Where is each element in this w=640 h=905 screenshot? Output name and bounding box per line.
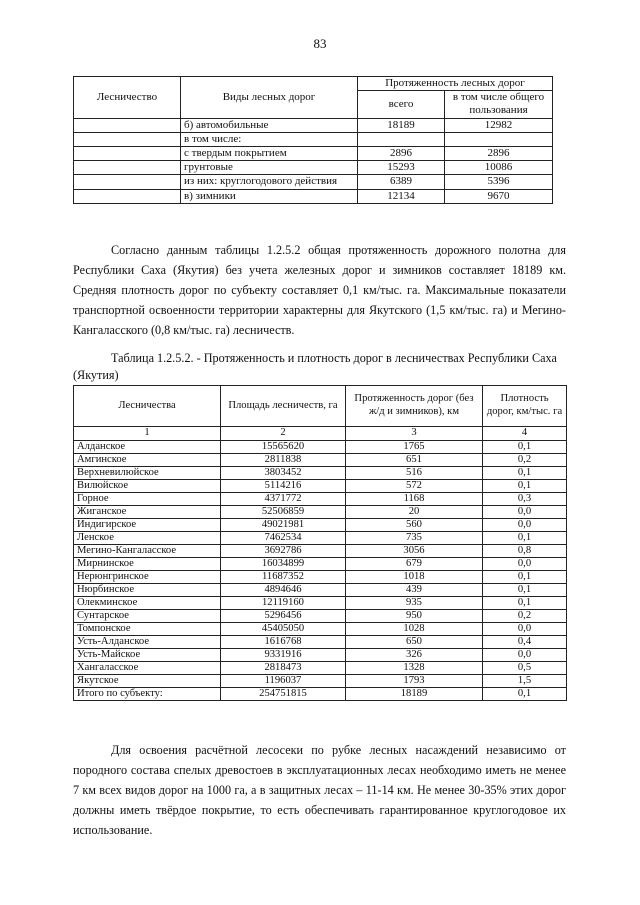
road-type-cell: в том числе: (181, 132, 358, 146)
road-length-cell: 1793 (346, 674, 483, 687)
road-length-cell: 560 (346, 518, 483, 531)
table-row (74, 622, 567, 635)
density-cell: 0,0 (483, 518, 567, 531)
table-row (74, 146, 553, 160)
density-cell: 0,2 (483, 609, 567, 622)
area-cell: 16034899 (221, 557, 346, 570)
road-type-cell: с твердым покрытием (181, 146, 358, 160)
forestry-name-cell: Нерюнгринское (74, 570, 221, 583)
area-cell: 4894646 (221, 583, 346, 596)
area-cell: 45405050 (221, 622, 346, 635)
road-length-cell: 1028 (346, 622, 483, 635)
total-cell: 15293 (358, 161, 445, 175)
density-cell: 0,1 (483, 583, 567, 596)
road-length-cell: 651 (346, 453, 483, 466)
forestry-name-cell: Индигирское (74, 518, 221, 531)
table-row (74, 609, 567, 622)
table-row (74, 635, 567, 648)
density-cell: 0,0 (483, 505, 567, 518)
col-number: 4 (483, 427, 567, 441)
forestry-cell (74, 146, 181, 160)
road-length-cell: 1168 (346, 492, 483, 505)
density-cell: 0,8 (483, 544, 567, 557)
road-length-cell: 3056 (346, 544, 483, 557)
paragraph-road-length: Согласно данным таблицы 1.2.5.2 общая протяженность дорожного полотна для Республики Саха (Якутия) без учета железных дорог и зимников составляет 18189 км. Средняя плотность дорог по субъекту составляет 0,1 км/тыс. га. Максимальные показатели транспортной освоенности территории характерны для Якутского (1,5 км/тыс. га) и Мегино-Кангаласского (0,8 км/тыс. га) лесничеств. (73, 243, 566, 337)
forestry-name-cell: Олекминское (74, 596, 221, 609)
density-cell: 0,1 (483, 466, 567, 479)
road-type-cell: в) зимники (181, 189, 358, 203)
density-cell: 0,1 (483, 531, 567, 544)
forestry-name-cell: Якутское (74, 674, 221, 687)
table-row (74, 583, 567, 596)
total-cell: 6389 (358, 175, 445, 189)
density-cell: 0,1 (483, 596, 567, 609)
area-cell: 15565620 (221, 440, 346, 453)
table-row (74, 466, 567, 479)
forestry-name-cell: Жиганское (74, 505, 221, 518)
col-number: 3 (346, 427, 483, 441)
area-cell: 5296456 (221, 609, 346, 622)
road-length-cell: 326 (346, 648, 483, 661)
area-cell: 5114216 (221, 479, 346, 492)
forestry-name-cell: Томпонское (74, 622, 221, 635)
road-length-cell: 572 (346, 479, 483, 492)
forestry-name-cell: Усть-Алданское (74, 635, 221, 648)
col-road-length: Протяженность дорог (без ж/д и зимников), км (346, 386, 483, 427)
road-length-cell: 1765 (346, 440, 483, 453)
table-caption: Таблица 1.2.5.2. - Протяженность и плотность дорог в лесничествах Республики Саха (Якутия) (73, 351, 557, 382)
road-type-cell: из них: круглогодового действия (181, 175, 358, 189)
density-cell: 0,1 (483, 687, 567, 700)
forestry-cell (74, 189, 181, 203)
forestry-name-cell: Мегино-Кангаласское (74, 544, 221, 557)
col-area: Площадь лесничеств, га (221, 386, 346, 427)
table-row (74, 674, 567, 687)
public-cell: 5396 (445, 175, 553, 189)
col-length-group: Протяженность лесных дорог (358, 77, 553, 91)
total-cell: 12134 (358, 189, 445, 203)
public-cell: 9670 (445, 189, 553, 203)
table-row (74, 118, 553, 132)
col-number: 2 (221, 427, 346, 441)
forestry-road-density-table (73, 385, 567, 701)
road-length-cell: 1018 (346, 570, 483, 583)
road-length-cell: 735 (346, 531, 483, 544)
area-cell: 12119160 (221, 596, 346, 609)
area-cell: 2811838 (221, 453, 346, 466)
density-cell: 0,0 (483, 557, 567, 570)
area-cell: 49021981 (221, 518, 346, 531)
table-row (74, 557, 567, 570)
public-cell (445, 132, 553, 146)
table-row (74, 544, 567, 557)
forestry-name-cell: Ленское (74, 531, 221, 544)
page-number: 83 (313, 36, 327, 51)
total-cell (358, 132, 445, 146)
area-cell: 9331916 (221, 648, 346, 661)
col-total: всего (358, 91, 445, 118)
road-length-cell: 935 (346, 596, 483, 609)
road-length-cell: 950 (346, 609, 483, 622)
table-row (74, 479, 567, 492)
table-row (74, 518, 567, 531)
public-cell: 12982 (445, 118, 553, 132)
table-row (74, 687, 567, 700)
road-length-cell: 20 (346, 505, 483, 518)
table-row (74, 132, 553, 146)
forestry-name-cell: Вилюйское (74, 479, 221, 492)
col-public: в том числе общего пользования (445, 91, 553, 118)
area-cell: 7462534 (221, 531, 346, 544)
table-row (74, 596, 567, 609)
density-cell: 0,0 (483, 622, 567, 635)
density-cell: 1,5 (483, 674, 567, 687)
table-row (74, 453, 567, 466)
col-density: Плотность дорог, км/тыс. га (483, 386, 567, 427)
total-cell: 2896 (358, 146, 445, 160)
forestry-name-cell: Верхневилюйское (74, 466, 221, 479)
forestry-name-cell: Горное (74, 492, 221, 505)
paragraph-road-requirements: Для освоения расчётной лесосеки по рубке лесных насаждений независимо от породного состава спелых древостоев в эксплуатационных лесах необходимо иметь не менее 7 км всех видов дорог на 1000 га, а в защитных лесах – 11-14 км. Не менее 30-35% этих дорог должны иметь твёрдое покрытие, то есть обеспечивать гарантированное круглогодовое их использование. (73, 743, 566, 837)
area-cell: 254751815 (221, 687, 346, 700)
area-cell: 52506859 (221, 505, 346, 518)
col-road-types: Виды лесных дорог (181, 77, 358, 119)
table-row (74, 570, 567, 583)
road-length-cell: 516 (346, 466, 483, 479)
table-row (74, 648, 567, 661)
table-row (74, 505, 567, 518)
table-row (74, 189, 553, 203)
area-cell: 3803452 (221, 466, 346, 479)
road-length-cell: 1328 (346, 661, 483, 674)
area-cell: 11687352 (221, 570, 346, 583)
forestry-name-cell: Итого по субъекту: (74, 687, 221, 700)
table-row (74, 661, 567, 674)
density-cell: 0,1 (483, 479, 567, 492)
public-cell: 2896 (445, 146, 553, 160)
area-cell: 2818473 (221, 661, 346, 674)
road-length-cell: 18189 (346, 687, 483, 700)
forestry-cell (74, 161, 181, 175)
forest-roads-types-table (73, 76, 553, 204)
table-row (74, 440, 567, 453)
table-row (74, 492, 567, 505)
forestry-name-cell: Усть-Майское (74, 648, 221, 661)
col-forestry: Лесничество (74, 77, 181, 119)
road-length-cell: 679 (346, 557, 483, 570)
density-cell: 0,3 (483, 492, 567, 505)
col-number: 1 (74, 427, 221, 441)
forestry-name-cell: Сунтарское (74, 609, 221, 622)
forestry-name-cell: Амгинское (74, 453, 221, 466)
public-cell: 10086 (445, 161, 553, 175)
total-cell: 18189 (358, 118, 445, 132)
density-cell: 0,2 (483, 453, 567, 466)
density-cell: 0,1 (483, 440, 567, 453)
density-cell: 0,1 (483, 570, 567, 583)
road-type-cell: грунтовые (181, 161, 358, 175)
area-cell: 4371772 (221, 492, 346, 505)
density-cell: 0,0 (483, 648, 567, 661)
road-length-cell: 439 (346, 583, 483, 596)
col-forestries: Лесничества (74, 386, 221, 427)
forestry-name-cell: Хангаласское (74, 661, 221, 674)
forestry-name-cell: Мирнинское (74, 557, 221, 570)
density-cell: 0,5 (483, 661, 567, 674)
table-row (74, 161, 553, 175)
table-row (74, 531, 567, 544)
area-cell: 1196037 (221, 674, 346, 687)
road-length-cell: 650 (346, 635, 483, 648)
table-row (74, 175, 553, 189)
forestry-name-cell: Нюрбинское (74, 583, 221, 596)
density-cell: 0,4 (483, 635, 567, 648)
forestry-cell (74, 175, 181, 189)
area-cell: 3692786 (221, 544, 346, 557)
road-type-cell: б) автомобильные (181, 118, 358, 132)
forestry-cell (74, 132, 181, 146)
area-cell: 1616768 (221, 635, 346, 648)
forestry-name-cell: Алданское (74, 440, 221, 453)
forestry-cell (74, 118, 181, 132)
